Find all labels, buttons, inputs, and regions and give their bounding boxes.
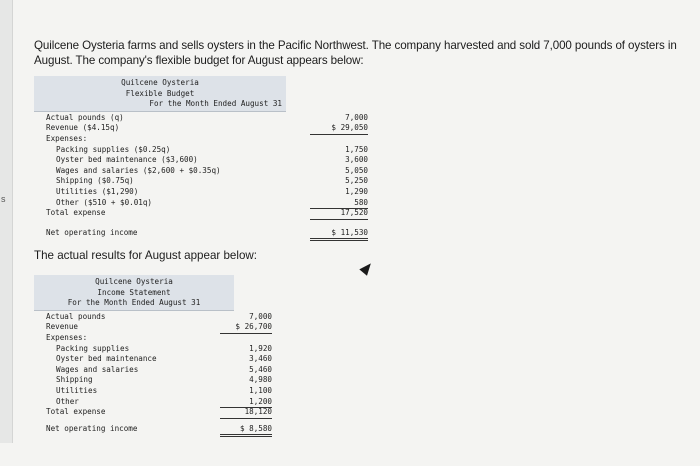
row-value: 580 [310, 198, 368, 210]
row-value: 3,460 [249, 354, 272, 364]
expense-row [46, 397, 270, 408]
row-label: Shipping [56, 375, 93, 385]
row-value: 5,250 [345, 176, 368, 186]
row-label: Actual pounds (q) [46, 112, 124, 122]
row-label: Other ($510 + $0.01q) [56, 197, 153, 207]
flexible-budget-table [34, 76, 368, 238]
income-statement-header [34, 275, 234, 311]
expense-row [46, 155, 368, 166]
row-value: 3,600 [345, 155, 368, 165]
row-label: Revenue [46, 322, 79, 332]
row-label: Utilities ($1,290) [56, 186, 139, 196]
expense-row [46, 186, 368, 198]
statement-period: For the Month Ended August 31 [67, 298, 201, 308]
row-value: 1,290 [345, 186, 368, 196]
expense-row [46, 344, 270, 355]
row-value: 1,920 [249, 343, 272, 353]
statement-title: Income Statement [97, 287, 171, 297]
row-value: $ 8,580 [220, 424, 272, 438]
row-label: Revenue ($4.15q) [46, 123, 120, 133]
row-label: Total expense [46, 407, 106, 417]
total-expense-row [46, 407, 270, 418]
left-margin-strip [0, 0, 13, 443]
row-label: Oyster bed maintenance ($3,600) [56, 155, 198, 165]
row-value: 7,000 [249, 311, 272, 321]
row-label: Net operating income [46, 227, 138, 237]
row-label: Other [56, 396, 79, 406]
expense-row [46, 176, 368, 187]
expense-row [46, 144, 368, 156]
problem-intro: Quilcene Oysteria farms and sells oysters in the Pacific Northwest. The company harvested and sold 7,000 pounds of oysters in August. The company's flexible budget for August appears below: [34, 39, 677, 67]
row-value: $ 26,700 [220, 322, 272, 334]
row-label: Wages and salaries ($2,600 + $0.35q) [56, 165, 221, 175]
row-value: 7,000 [345, 112, 368, 122]
mouse-cursor-icon [359, 260, 374, 276]
row-label: Packing supplies [56, 343, 130, 353]
row-value: 18,120 [220, 407, 272, 419]
row-value: 17,520 [310, 208, 368, 220]
row-label: Net operating income [46, 423, 138, 433]
total-expense-row [46, 208, 368, 219]
row-label: Actual pounds [46, 311, 106, 321]
row-label: Packing supplies ($0.25q) [56, 144, 171, 154]
row-label: Utilities [56, 385, 98, 395]
row-value: 5,050 [345, 165, 368, 175]
statement-title: Flexible Budget [125, 88, 195, 98]
margin-mark: s [1, 194, 6, 204]
net-operating-income-row [46, 424, 270, 435]
row-label: Expenses: [46, 332, 88, 342]
expense-row [46, 386, 270, 397]
company-name: Quilcene Oysteria [95, 277, 173, 286]
statement-period: For the Month Ended August 31 [149, 99, 282, 109]
revenue-row [46, 123, 368, 134]
row-value: $ 11,530 [310, 228, 368, 242]
expense-row [46, 165, 368, 177]
net-operating-income-row [46, 227, 368, 239]
company-name: Quilcene Oysteria [121, 78, 199, 87]
income-statement-table [34, 275, 270, 434]
expense-row [46, 354, 270, 365]
actual-pounds-row [46, 112, 368, 124]
actual-pounds-row [46, 312, 270, 323]
row-label: Total expense [46, 208, 106, 218]
expense-row [46, 197, 368, 209]
expenses-heading-row [46, 333, 270, 344]
expense-row [46, 365, 270, 376]
row-label: Oyster bed maintenance [56, 354, 157, 364]
row-value: 5,460 [249, 364, 272, 374]
flexible-budget-header [34, 76, 286, 112]
row-value: 1,100 [249, 385, 272, 395]
revenue-row [46, 322, 270, 333]
row-value: 4,980 [249, 375, 272, 385]
row-value: 1,200 [220, 397, 272, 409]
row-value: 1,750 [345, 144, 368, 154]
row-label: Shipping ($0.75q) [56, 176, 134, 186]
row-value: $ 29,050 [310, 123, 368, 135]
row-label: Wages and salaries [56, 364, 139, 374]
row-label: Expenses: [46, 133, 88, 143]
actual-results-heading: The actual results for August appear below: [34, 249, 257, 262]
expense-row [46, 375, 270, 386]
expenses-heading-row [46, 134, 364, 145]
